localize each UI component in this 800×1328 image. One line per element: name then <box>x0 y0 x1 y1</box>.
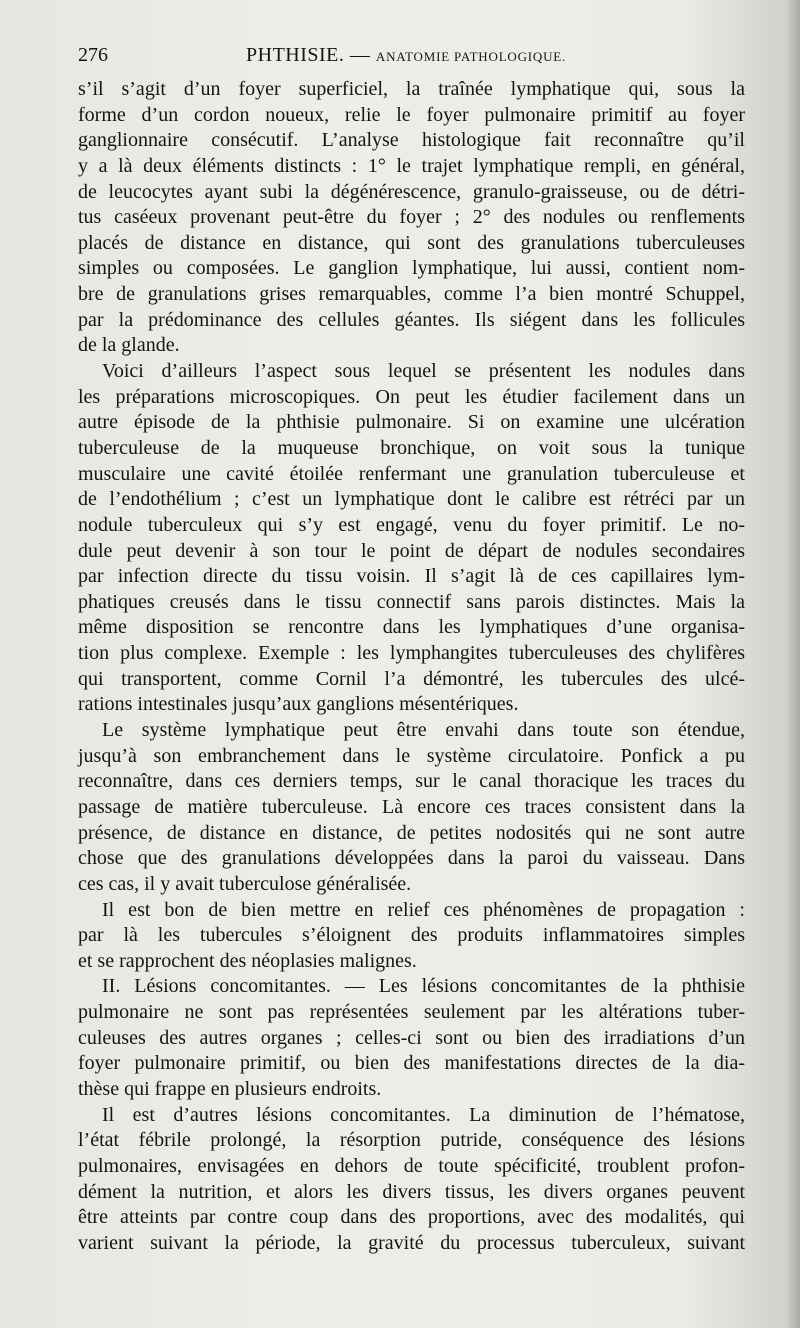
text-line: pulmonaire ne sont pas représentées seulement par les altérations tuber- <box>78 1001 745 1024</box>
text-line: musculaire une cavité étoilée renfermant une granulation tuberculeuse et <box>78 462 745 485</box>
text-line: par là les tubercules s’éloignent des produits inflammatoires simples <box>78 924 745 947</box>
text-line: ces cas, il y avait tuberculose généralisée. <box>78 872 412 895</box>
text-line: phatiques creusés dans le tissu connectif sans parois distinctes. Mais la <box>78 590 745 613</box>
text-line: reconnaître, dans ces derniers temps, sur le canal thoracique les traces du <box>78 770 745 793</box>
text-line: y a là deux éléments distincts : 1° le trajet lymphatique rempli, en général, <box>78 154 745 177</box>
section-heading-line: II. Lésions concomitantes. — Les lésions concomitantes de la phthisie <box>102 975 745 998</box>
page-edge-shadow <box>786 0 800 1328</box>
text-line: dément la nutrition, et alors les divers tissus, les divers organes peuvent <box>78 1180 745 1203</box>
text-line: placés de distance en distance, qui sont des granulations tuberculeuses <box>78 231 745 254</box>
text-line: les préparations microscopiques. On peut les étudier facilement dans un <box>78 385 745 408</box>
text-line: même disposition se rencontre dans les lymphatiques d’une organisa- <box>78 616 745 639</box>
body-text <box>78 77 745 1256</box>
text-line: autre épisode de la phthisie pulmonaire. Si on examine une ulcération <box>78 411 745 434</box>
text-line: tion plus complexe. Exemple : les lymphangites tuberculeuses des chylifères <box>78 642 745 665</box>
text-line: thèse qui frappe en plusieurs endroits. <box>78 1077 382 1100</box>
text-line: varient suivant la période, la gravité du processus tuberculeux, suivant <box>78 1231 745 1254</box>
text-line: par la prédominance des cellules géantes. Ils siégent dans les follicules <box>78 308 745 331</box>
text-line: être atteints par contre coup dans des proportions, avec des modalités, qui <box>78 1206 745 1229</box>
text-line: simples ou composées. Le ganglion lymphatique, lui aussi, contient nom- <box>78 257 745 280</box>
text-line: l’état fébrile prolongé, la résorption putride, conséquence des lésions <box>78 1129 745 1152</box>
page-number: 276 <box>78 44 108 66</box>
text-line: passage de matière tuberculeuse. Là encore ces traces consistent dans la <box>78 795 745 818</box>
text-line: bre de granulations grises remarquables, comme l’a bien montré Schuppel, <box>78 283 745 306</box>
text-line: présence, de distance en distance, de petites nodosités qui ne sont autre <box>78 821 745 844</box>
text-line: dule peut devenir à son tour le point de départ de nodules secondaires <box>78 539 745 562</box>
text-line: nodule tuberculeux qui s’y est engagé, venu du foyer primitif. Le no- <box>78 513 745 536</box>
text-line: culeuses des autres organes ; celles-ci sont ou bien des irradiations d’un <box>78 1026 745 1049</box>
running-title <box>246 44 566 67</box>
text-line: forme d’un cordon noueux, relie le foyer pulmonaire primitif au foyer <box>78 103 745 126</box>
text-line: jusqu’à son embranchement dans le système circulatoire. Ponfick a pu <box>78 744 745 767</box>
text-line: et se rapprochent des néoplasies malignes. <box>78 949 417 972</box>
running-title-sub: ANATOMIE PATHOLOGIQUE. <box>375 49 567 64</box>
text-line: Le système lymphatique peut être envahi dans toute son étendue, <box>102 719 745 742</box>
text-line: rations intestinales jusqu’aux ganglions mésentériques. <box>78 693 519 716</box>
text-line: de l’endothélium ; c’est un lymphatique dont le calibre est rétréci par un <box>78 488 745 511</box>
text-line: Il est d’autres lésions concomitantes. La diminution de l’hématose, <box>102 1103 745 1126</box>
text-line: Voici d’ailleurs l’aspect sous lequel se présentent les nodules dans <box>102 360 745 383</box>
text-line: tuberculeuse de la muqueuse bronchique, on voit sous la tunique <box>78 436 745 459</box>
text-line: Il est bon de bien mettre en relief ces phénomènes de propagation : <box>102 898 745 921</box>
text-line: tus caséeux provenant peut-être du foyer ; 2° des nodules ou renflements <box>78 206 745 229</box>
text-line: chose que des granulations développées dans la paroi du vaisseau. Dans <box>78 847 745 870</box>
text-line: de leucocytes ayant subi la dégénérescence, granulo-graisseuse, ou de détri- <box>78 180 745 203</box>
running-header <box>78 44 745 70</box>
text-line: ganglionnaire consécutif. L’analyse histologique fait reconnaître qu’il <box>78 129 745 152</box>
text-line: par infection directe du tissu voisin. Il s’agit là de ces capillaires lym- <box>78 565 745 588</box>
text-line: qui transportent, comme Cornil l’a démontré, les tubercules des ulcé- <box>78 667 745 690</box>
text-line: s’il s’agit d’un foyer superficiel, la traînée lymphatique qui, sous la <box>78 78 745 100</box>
text-line: foyer pulmonaire primitif, ou bien des manifestations directes de la dia- <box>78 1052 745 1075</box>
text-line: de la glande. <box>78 334 180 357</box>
text-line: pulmonaires, envisagées en dehors de toute spécificité, troublent profon- <box>78 1154 745 1177</box>
running-title-main: PHTHISIE. — <box>246 44 371 66</box>
